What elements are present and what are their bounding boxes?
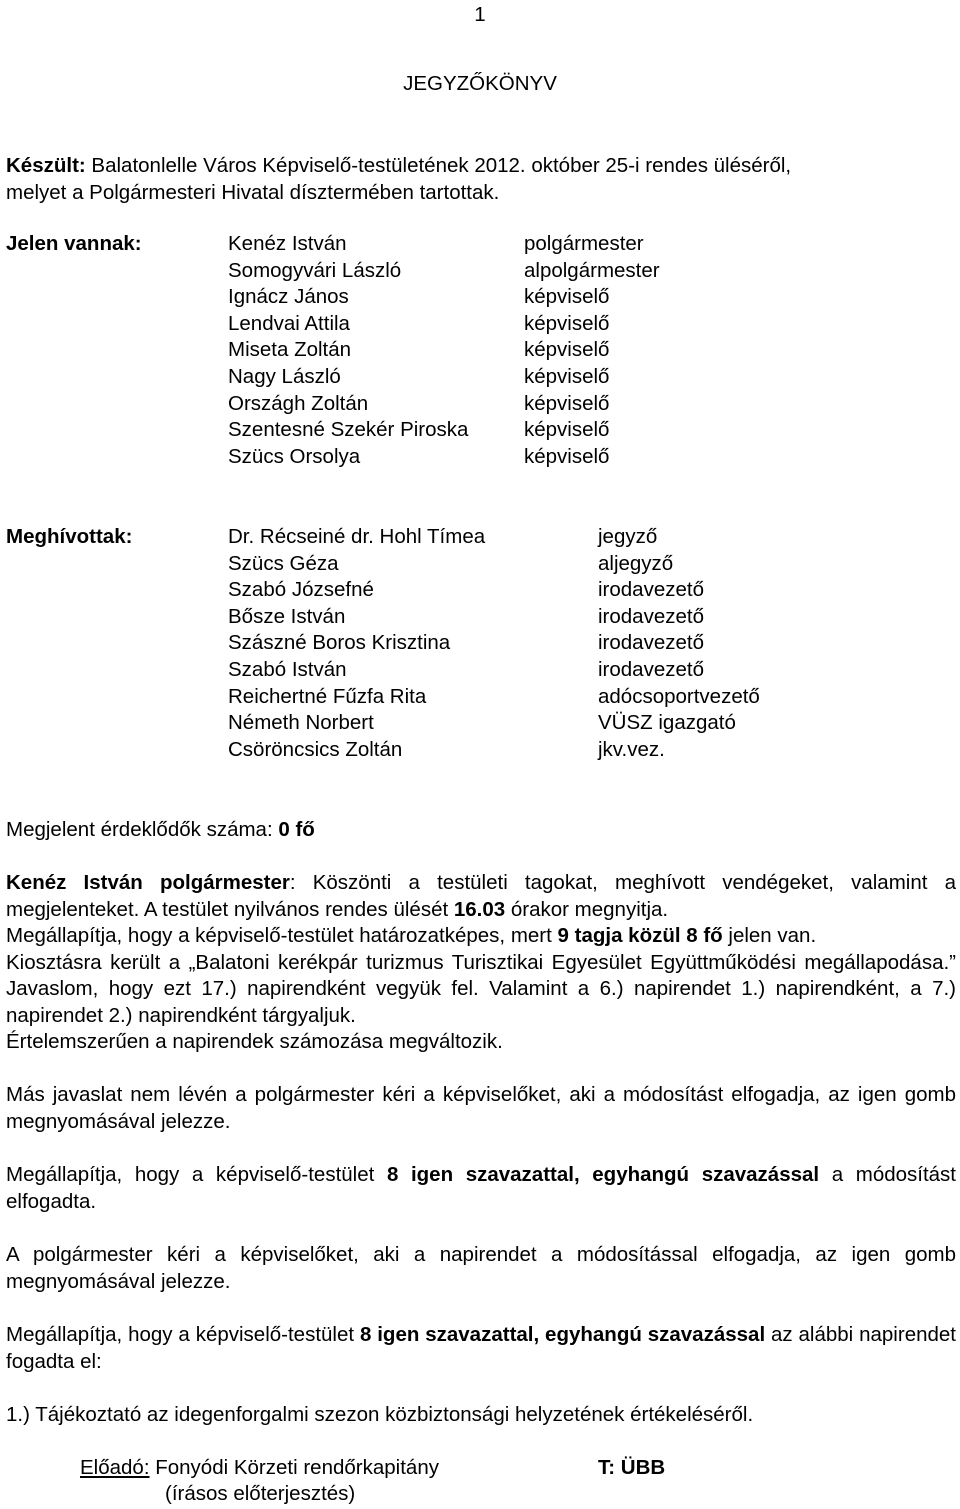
member-row bbox=[0, 684, 960, 711]
present-label: Jelen vannak: bbox=[6, 232, 142, 255]
member-name: Szabó Józsefné bbox=[228, 578, 374, 602]
responsible-label: T: ÜBB bbox=[598, 1456, 666, 1479]
member-role: képviselő bbox=[524, 391, 610, 415]
member-row bbox=[0, 231, 960, 258]
attendees-count: 0 fő bbox=[278, 818, 315, 841]
member-name: Szentesné Szekér Piroska bbox=[228, 418, 469, 442]
member-name: Kenéz István bbox=[228, 232, 347, 255]
member-name: Országh Zoltán bbox=[228, 391, 369, 415]
member-role: képviselő bbox=[524, 418, 610, 442]
intro-label: Készült: bbox=[6, 154, 86, 177]
member-row bbox=[0, 524, 960, 551]
opening-paragraph bbox=[6, 870, 956, 1056]
intro-line-1: Balatonlelle Város Képviselő-testületének 2012. október 25-i rendes üléséről, bbox=[85, 154, 792, 177]
member-name: Szabó István bbox=[228, 658, 347, 681]
member-row bbox=[0, 737, 960, 764]
speaker-name: Kenéz István polgármester bbox=[6, 871, 290, 894]
presenter-label: Előadó: bbox=[80, 1456, 150, 1479]
member-name: Lendvai Attila bbox=[228, 311, 350, 335]
member-name: Szücs Géza bbox=[228, 551, 339, 575]
member-row bbox=[0, 364, 960, 391]
presenter-line bbox=[80, 1455, 439, 1482]
member-role: képviselő bbox=[524, 444, 610, 468]
numbering-note: Értelemszerűen a napirendek számozása megváltozik. bbox=[6, 1030, 503, 1053]
vote-result-1-count: 8 igen szavazattal, egyhangú szavazással bbox=[386, 1163, 820, 1186]
proposal-paragraph: Más javaslat nem lévén a polgármester kéri a képviselőket, aki a módosítást elfogadja, az igen gomb megnyomásával jelezze. bbox=[6, 1083, 956, 1133]
member-name: Szászné Boros Krisztina bbox=[228, 631, 451, 655]
intro-line-2: melyet a Polgármesteri Hivatal dísztermében tartottak. bbox=[6, 180, 500, 204]
vote-result-1-text: Megállapítja, hogy a képviselő-testület bbox=[6, 1163, 387, 1186]
member-row bbox=[0, 604, 960, 631]
vote-result-1-end: a módosítást elfogadta. bbox=[6, 1163, 957, 1213]
invited-label: Meghívottak: bbox=[6, 525, 133, 548]
member-role: alpolgármester bbox=[524, 258, 660, 282]
member-name: Reichertné Fűzfa Rita bbox=[228, 684, 427, 708]
member-name: Ignácz János bbox=[228, 285, 349, 309]
agenda-change-text: Kiosztásra került a „Balatoni kerékpár turizmus Turisztikai Egyesület Együttműködési megállapodása.” Javaslom, hogy ezt 17.) napirendként vegyük fel. Valamint a 6.) napirendet 1.) napirendként, a 7.) napirendet 2.) napirendként tárgyaljuk. bbox=[6, 950, 956, 1027]
member-name: Bősze István bbox=[228, 604, 346, 628]
attendees-line bbox=[6, 817, 956, 844]
member-row bbox=[0, 630, 960, 657]
member-role: képviselő bbox=[524, 338, 610, 362]
vote-result-2-text: Megállapítja, hogy a képviselő-testület bbox=[6, 1323, 360, 1346]
member-role: aljegyző bbox=[598, 551, 674, 575]
presenter-note: (írásos előterjesztés) bbox=[165, 1482, 356, 1505]
agenda-item-1: 1.) Tájékoztató az idegenforgalmi szezon közbiztonsági helyzetének értékeléséről. bbox=[6, 1403, 754, 1426]
document-title: JEGYZŐKÖNYV bbox=[403, 72, 557, 95]
quorum-count: 9 tagja közül 8 fő bbox=[557, 924, 723, 947]
member-role: irodavezető bbox=[598, 578, 704, 602]
vote-result-2 bbox=[6, 1322, 956, 1375]
member-role: képviselő bbox=[524, 311, 610, 335]
member-row bbox=[0, 577, 960, 604]
member-row bbox=[0, 657, 960, 684]
member-row bbox=[0, 258, 960, 285]
member-row bbox=[0, 391, 960, 418]
member-name: Németh Norbert bbox=[228, 711, 374, 735]
member-row bbox=[0, 417, 960, 444]
member-name: Csöröncsics Zoltán bbox=[228, 737, 403, 761]
vote-result-2-end: az alábbi napirendet fogadta el: bbox=[6, 1323, 956, 1373]
member-row bbox=[0, 284, 960, 311]
member-row bbox=[0, 311, 960, 338]
member-role: polgármester bbox=[524, 232, 644, 255]
opening-time: 16.03 bbox=[453, 897, 506, 921]
member-row bbox=[0, 710, 960, 737]
attendees-text: Megjelent érdeklődők száma: bbox=[6, 818, 279, 841]
member-name: Szücs Orsolya bbox=[228, 444, 361, 468]
member-name: Miseta Zoltán bbox=[228, 338, 352, 362]
vote-result-1 bbox=[6, 1162, 956, 1215]
member-role: jkv.vez. bbox=[598, 737, 665, 761]
vote-result-2-count: 8 igen szavazattal, egyhangú szavazással bbox=[359, 1323, 766, 1346]
member-name: Nagy László bbox=[228, 365, 341, 388]
quorum-text: Megállapítja, hogy a képviselő-testület határozatképes, mert bbox=[6, 924, 558, 947]
member-name: Dr. Récseiné dr. Hohl Tímea bbox=[228, 525, 486, 548]
page-number: 1 bbox=[474, 3, 486, 26]
quorum-text-end: jelen van. bbox=[722, 924, 817, 947]
member-row bbox=[0, 337, 960, 364]
intro-paragraph bbox=[6, 153, 956, 206]
member-role: irodavezető bbox=[598, 658, 704, 681]
presenter-name: Fonyódi Körzeti rendőrkapitány bbox=[149, 1456, 439, 1479]
member-role: irodavezető bbox=[598, 604, 704, 628]
member-name: Somogyvári László bbox=[228, 258, 402, 282]
member-role: képviselő bbox=[524, 365, 610, 388]
member-role: irodavezető bbox=[598, 631, 704, 655]
opening-text-end: órakor megnyitja. bbox=[505, 897, 669, 921]
member-role: VÜSZ igazgató bbox=[598, 711, 736, 735]
member-row bbox=[0, 444, 960, 471]
member-role: adócsoportvezető bbox=[598, 684, 760, 708]
opening-text: : Köszönti a testületi tagokat, meghívott vendégeket, valamint a megjelenteket. A testület nyilvános rendes ülését bbox=[6, 871, 956, 921]
member-role: képviselő bbox=[524, 285, 610, 309]
member-row bbox=[0, 551, 960, 578]
member-role: jegyző bbox=[598, 525, 658, 548]
agenda-request-paragraph: A polgármester kéri a képviselőket, aki a napirendet a módosítással elfogadja, az igen gomb megnyomásával jelezze. bbox=[6, 1243, 956, 1293]
